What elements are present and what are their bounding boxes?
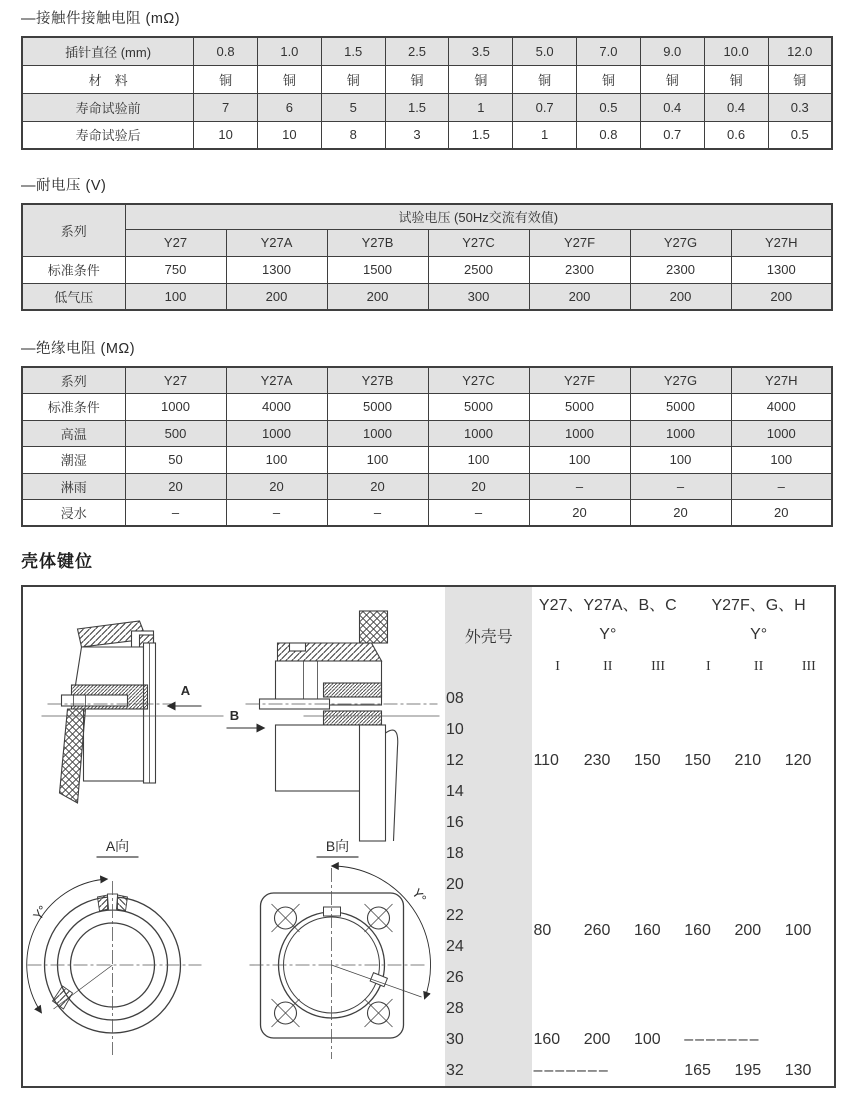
value-cell: 200 — [731, 283, 832, 310]
view-arrows — [168, 683, 265, 728]
value-cell: 5 — [321, 93, 385, 121]
insulation-resistance-table — [21, 366, 833, 527]
shell-number-cell: 22 — [445, 900, 532, 931]
row-label: 低气压 — [22, 283, 125, 310]
value-cell: 50 — [125, 447, 226, 474]
value-cell: 1.0 — [257, 37, 321, 65]
column-header: Y27B — [327, 229, 428, 256]
value-cell: 100 — [784, 922, 812, 939]
shell-number-cell: 32 — [445, 1055, 532, 1086]
table-row — [22, 447, 832, 474]
column-header: Y27G — [630, 367, 731, 394]
shell-key-drawing-area — [23, 587, 445, 1086]
value-cell: 1000 — [731, 420, 832, 447]
value-cell: 1500 — [327, 256, 428, 283]
value-cell: 200 — [327, 283, 428, 310]
table-row — [22, 121, 832, 149]
value-cell: 5000 — [327, 394, 428, 421]
shell-number-cell: 16 — [445, 807, 532, 838]
value-cell: 500 — [125, 420, 226, 447]
table-row — [22, 283, 832, 310]
value-cell: 0.8 — [194, 37, 258, 65]
value-cell: 160 — [533, 1030, 561, 1048]
value-cell: 铜 — [513, 65, 577, 93]
value-cell: 2.5 — [385, 37, 449, 65]
table-row — [22, 394, 832, 421]
value-cell: 5.0 — [513, 37, 577, 65]
value-cell: 20 — [428, 473, 529, 500]
table-row — [22, 367, 832, 394]
value-cell: 0.4 — [704, 93, 768, 121]
value-cell: 铜 — [640, 65, 704, 93]
value-cell: 12.0 — [768, 37, 832, 65]
arrow-a-label: A — [180, 683, 191, 698]
value-cell: 4000 — [731, 394, 832, 421]
value-cell: 100 — [125, 283, 226, 310]
column-header: Y27A — [226, 229, 327, 256]
value-cell: 150 — [684, 751, 711, 769]
shell-number-cell: 18 — [445, 838, 532, 869]
table-row — [22, 65, 832, 93]
value-cell: 160 — [684, 922, 711, 939]
value-cell: 195 — [734, 1061, 762, 1079]
table-row — [445, 587, 834, 619]
value-cell: 1.5 — [385, 93, 449, 121]
value-cell: 1000 — [125, 394, 226, 421]
table-row — [22, 420, 832, 447]
value-cell: 1000 — [529, 420, 630, 447]
value-cell: 0.6 — [704, 121, 768, 149]
key-column-header: III — [801, 659, 816, 674]
value-cell: 100 — [630, 447, 731, 474]
value-cell: 120 — [784, 751, 812, 769]
row-label: 寿命试验前 — [22, 93, 194, 121]
table-row — [445, 1024, 834, 1055]
value-cell: 230 — [583, 751, 611, 769]
row-label: 插针直径 (mm) — [22, 37, 194, 65]
value-cell: 3.5 — [449, 37, 513, 65]
value-cell: 20 — [630, 500, 731, 527]
value-cell: 10 — [257, 121, 321, 149]
value-cell: 80 — [533, 922, 552, 939]
column-header: Y27H — [731, 229, 832, 256]
value-cell: 20 — [226, 473, 327, 500]
value-cell: 1 — [513, 121, 577, 149]
shell-number-cell: 30 — [445, 1024, 532, 1055]
shell-number-cell: 26 — [445, 962, 532, 993]
value-cell: 2500 — [428, 256, 529, 283]
shell-number-cell: 20 — [445, 869, 532, 900]
shell-key-drawing — [23, 587, 445, 1086]
value-cell: 铜 — [385, 65, 449, 93]
value-cell: 100 — [633, 1030, 661, 1048]
view-b-drawing — [250, 838, 431, 1059]
key-column-header: I — [705, 659, 711, 674]
value-cell: 5000 — [529, 394, 630, 421]
value-cell: 6 — [257, 93, 321, 121]
table-row — [22, 256, 832, 283]
value-cell: 1.5 — [321, 37, 385, 65]
not-applicable-cell: ––––––– — [533, 1061, 610, 1079]
row-label: 潮湿 — [22, 447, 125, 474]
value-cell: 铜 — [704, 65, 768, 93]
angle-header: Y° — [750, 626, 768, 643]
value-cell: 100 — [428, 447, 529, 474]
value-cell: – — [226, 500, 327, 527]
column-header: Y27F — [529, 229, 630, 256]
series-header: 系列 — [22, 367, 125, 394]
value-cell: 10 — [194, 121, 258, 149]
value-cell: 3 — [385, 121, 449, 149]
value-cell: 100 — [226, 447, 327, 474]
section-title-shell-key: 壳体键位 — [21, 552, 93, 571]
column-header: Y27A — [226, 367, 327, 394]
value-cell: 1300 — [731, 256, 832, 283]
value-cell: – — [529, 473, 630, 500]
value-cell: 150 — [633, 751, 661, 769]
value-cell: 20 — [529, 500, 630, 527]
value-cell: – — [731, 473, 832, 500]
shell-number-cell: 12 — [445, 745, 532, 776]
section-title-insulation-resistance: —绝缘电阻 (MΩ) — [21, 341, 136, 357]
table-row — [22, 500, 832, 527]
table-row — [22, 204, 832, 229]
table-row — [445, 838, 834, 869]
value-cell: 铜 — [449, 65, 513, 93]
column-header: Y27C — [428, 229, 529, 256]
shell-number-cell: 08 — [445, 683, 532, 714]
value-cell: 200 — [630, 283, 731, 310]
value-cell: 0.7 — [513, 93, 577, 121]
column-header: Y27C — [428, 367, 529, 394]
value-cell: 300 — [428, 283, 529, 310]
value-cell: 1300 — [226, 256, 327, 283]
shell-number-header: 外壳号 — [445, 587, 532, 683]
value-cell: 铜 — [768, 65, 832, 93]
value-cell: 0.5 — [768, 121, 832, 149]
table-row — [445, 1055, 834, 1086]
shell-number-cell: 28 — [445, 993, 532, 1024]
value-cell: 4000 — [226, 394, 327, 421]
value-cell: – — [428, 500, 529, 527]
value-cell: 1000 — [630, 420, 731, 447]
value-cell: 1000 — [428, 420, 529, 447]
value-cell: 7 — [194, 93, 258, 121]
plug-section-drawing — [60, 621, 156, 803]
value-cell: 130 — [784, 1061, 812, 1079]
value-cell: 260 — [583, 922, 611, 939]
shell-number-cell: 14 — [445, 776, 532, 807]
shell-number-cell: 24 — [445, 931, 532, 962]
value-cell: 5000 — [428, 394, 529, 421]
angle-header: Y° — [599, 626, 617, 643]
contact-resistance-table — [21, 36, 833, 150]
value-cell: 100 — [529, 447, 630, 474]
shell-key-panel — [21, 585, 836, 1088]
value-cell: 20 — [731, 500, 832, 527]
value-cell: 165 — [684, 1061, 711, 1079]
value-cell: 100 — [731, 447, 832, 474]
value-cell: – — [327, 500, 428, 527]
view-a-label: A向 — [105, 838, 130, 854]
row-label: 浸水 — [22, 500, 125, 527]
value-cell: – — [630, 473, 731, 500]
row-label: 淋雨 — [22, 473, 125, 500]
column-header: Y27B — [327, 367, 428, 394]
value-cell: 0.4 — [640, 93, 704, 121]
key-column-header: II — [603, 659, 613, 674]
value-cell: 200 — [734, 922, 762, 939]
series-group-header: Y27、Y27A、B、C — [538, 596, 677, 614]
value-cell: 160 — [633, 922, 661, 939]
value-cell: 1000 — [226, 420, 327, 447]
key-column-header: III — [651, 659, 666, 674]
view-a-drawing — [27, 838, 202, 1055]
receptacle-section-drawing — [260, 611, 398, 841]
value-cell: 110 — [533, 751, 559, 769]
value-cell: 铜 — [577, 65, 641, 93]
value-cell: 2300 — [529, 256, 630, 283]
value-cell: 8 — [321, 121, 385, 149]
table-row — [22, 473, 832, 500]
table-row — [22, 229, 832, 256]
not-applicable-cell: ––––––– — [684, 1030, 761, 1048]
value-cell: 20 — [327, 473, 428, 500]
value-cell: 100 — [327, 447, 428, 474]
arrow-b-label: B — [229, 708, 240, 723]
row-label: 标准条件 — [22, 394, 125, 421]
value-cell: 200 — [226, 283, 327, 310]
value-cell: 0.5 — [577, 93, 641, 121]
section-title-contact-resistance: —接触件接触电阻 (mΩ) — [21, 11, 181, 27]
value-cell: 1 — [449, 93, 513, 121]
value-cell: 210 — [734, 751, 762, 769]
table-row — [22, 37, 832, 65]
value-cell: 20 — [125, 473, 226, 500]
column-header: Y27 — [125, 229, 226, 256]
value-cell: 铜 — [321, 65, 385, 93]
row-label: 高温 — [22, 420, 125, 447]
column-header: Y27H — [731, 367, 832, 394]
table-row — [22, 93, 832, 121]
value-cell: 5000 — [630, 394, 731, 421]
value-cell: 0.7 — [640, 121, 704, 149]
series-group-header: Y27F、G、H — [711, 596, 806, 614]
shell-number-cell: 10 — [445, 714, 532, 745]
test-voltage-header: 试验电压 (50Hz交流有效值) — [125, 204, 832, 229]
value-cell: 1.5 — [449, 121, 513, 149]
value-cell: 铜 — [194, 65, 258, 93]
column-header: Y27G — [630, 229, 731, 256]
row-label: 寿命试验后 — [22, 121, 194, 149]
value-cell: 200 — [529, 283, 630, 310]
shell-key-table — [445, 587, 834, 1086]
value-cell: 200 — [583, 1030, 611, 1048]
value-cell: 铜 — [257, 65, 321, 93]
column-header: Y27 — [125, 367, 226, 394]
value-cell: – — [125, 500, 226, 527]
value-cell: 2300 — [630, 256, 731, 283]
angle-label-b: Y° — [409, 885, 430, 906]
value-cell: 10.0 — [704, 37, 768, 65]
value-cell: 0.3 — [768, 93, 832, 121]
series-header: 系列 — [22, 204, 125, 256]
withstand-voltage-table — [21, 203, 833, 311]
row-label: 标准条件 — [22, 256, 125, 283]
angle-label-a: Y° — [30, 902, 51, 923]
value-cell: 7.0 — [577, 37, 641, 65]
key-column-header: I — [555, 659, 560, 674]
key-column-header: II — [753, 659, 764, 674]
value-cell: 750 — [125, 256, 226, 283]
value-cell: 9.0 — [640, 37, 704, 65]
column-header: Y27F — [529, 367, 630, 394]
value-cell: 1000 — [327, 420, 428, 447]
value-cell: 0.8 — [577, 121, 641, 149]
view-b-label: B向 — [325, 838, 350, 854]
table-row — [445, 683, 834, 714]
row-label: 材 料 — [22, 65, 194, 93]
section-title-withstand-voltage: —耐电压 (V) — [21, 178, 107, 194]
